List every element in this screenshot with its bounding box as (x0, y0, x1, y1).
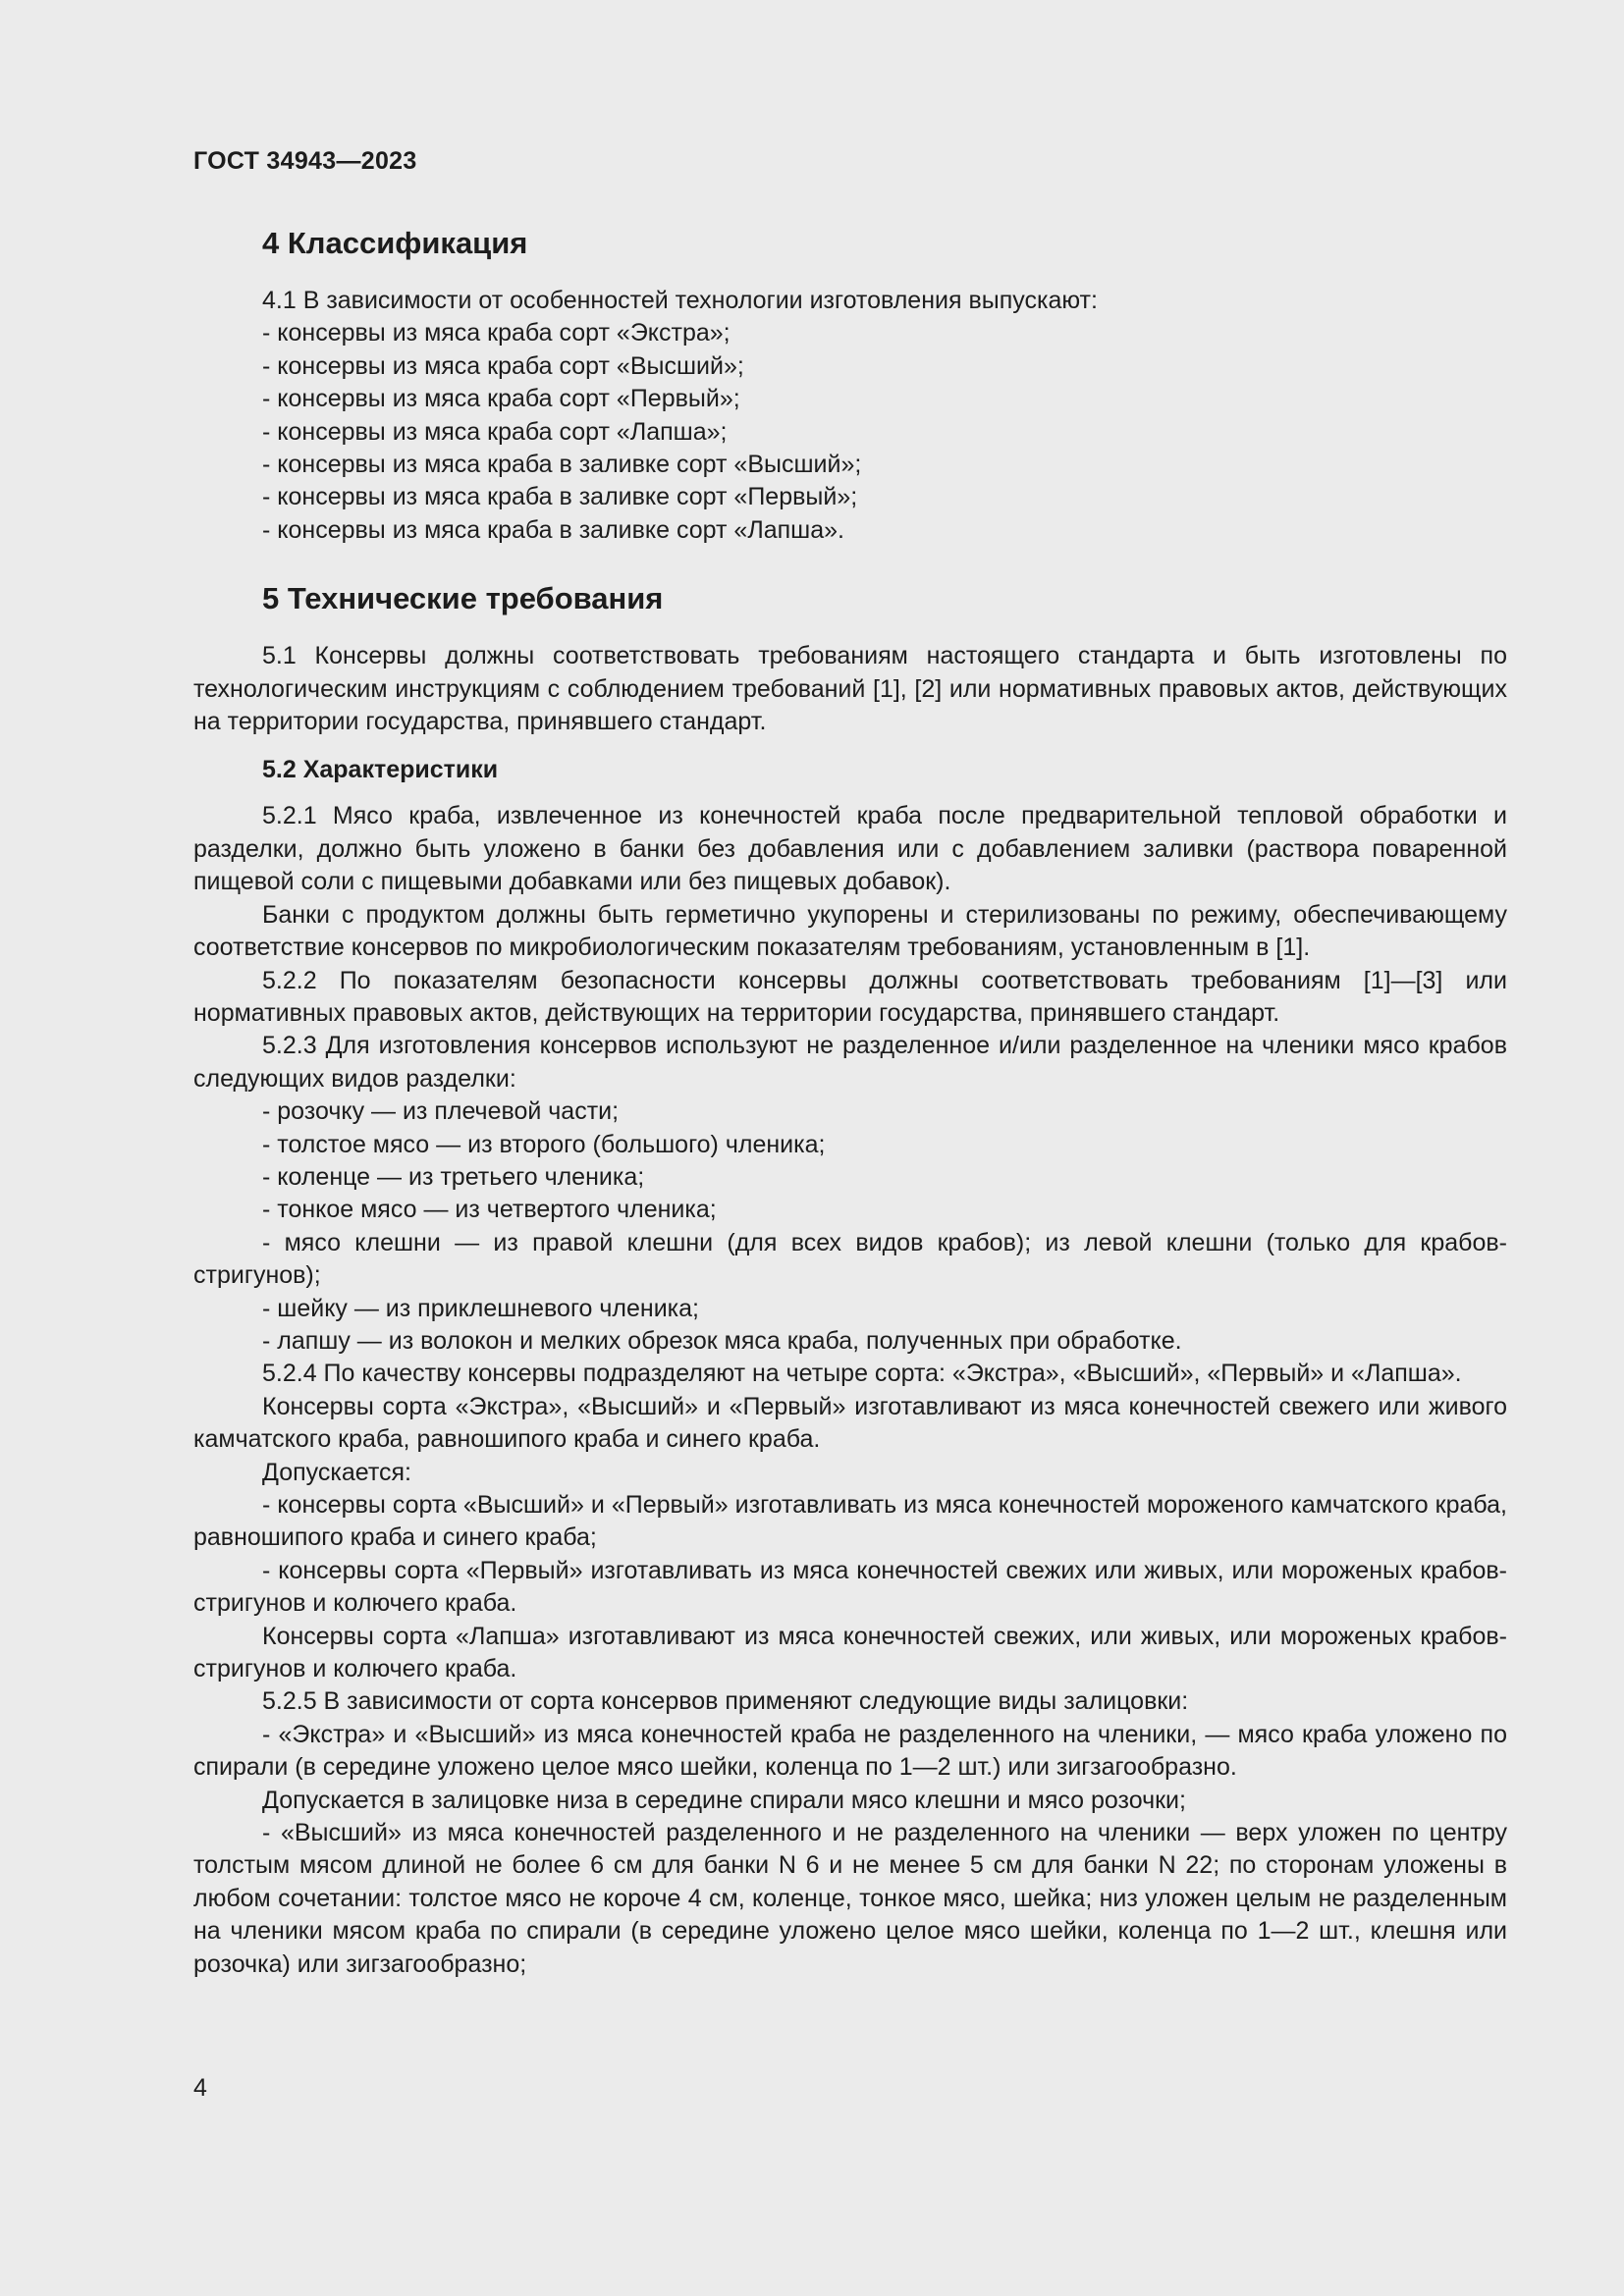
section-5-title: 5 Технические требования (262, 581, 664, 616)
paragraph: Допускается: (262, 1458, 411, 1486)
paragraph-5-1: 5.1 Консервы должны соответствовать требованиям настоящего стандарта и быть изготовлены по технологическим инструкциям с соблюдением требований [1], [2] или нормативных правовых актов, действующих на территории государства, принявшего стандарт. (193, 642, 1507, 736)
section-4-line: - консервы из мяса краба в заливке сорт «Первый»; (262, 483, 858, 511)
list-item: - «Высший» из мяса конечностей разделенного и не разделенного на членики — верх уложен по центру толстым мясом длиной не более 6 см для банки N 6 и не менее 5 см для банки N 22; по сторонам уложены в любом сочетании: толстое мясо не короче 4 см, коленце, тонкое мясо, шейка; низ уложен целым не разделенным на членики мясом краба по спирали (в середине уложено целое мясо шейки, коленца по 1—2 шт., клешня или розочка) или зигзагообразно; (193, 1819, 1507, 1978)
paragraph: 5.2.4 По качеству консервы подразделяют на четыре сорта: «Экстра», «Высший», «Первый» и «Лапша». (262, 1360, 1462, 1388)
list-item: - толстое мясо — из второго (большого) членика; (262, 1130, 826, 1158)
list-item: - тонкое мясо — из четвертого членика; (262, 1196, 717, 1224)
paragraph: 5.2.1 Мясо краба, извлеченное из конечностей краба после предварительной тепловой обработки и разделки, должно быть уложено в банки без добавления или с добавлением заливки (раствора поваренной пищевой соли с пищевыми добавками или без пищевых добавок). (193, 802, 1507, 896)
document-body (193, 224, 1507, 1981)
list-item: - «Экстра» и «Высший» из мяса конечностей краба не разделенного на членики, — мясо краба уложено по спирали (в середине уложено целое мясо шейки, коленца по 1—2 шт.) или зигзагообразно. (193, 1720, 1507, 1782)
paragraph: Допускается в залицовке низа в середине спирали мясо клешни и мясо розочки; (262, 1786, 1186, 1814)
list-item: - консервы сорта «Первый» изготавливать из мяса конечностей свежих или живых, или мороженых крабов-стригунов и колючего краба. (193, 1556, 1507, 1618)
paragraph: Банки с продуктом должны быть герметично укупорены и стерилизованы по режиму, обеспечивающему соответствие консервов по микробиологическим показателям требованиям, установленным в [1]. (193, 900, 1507, 962)
section-4-line: - консервы из мяса краба сорт «Первый»; (262, 385, 740, 413)
list-item: - консервы сорта «Высший» и «Первый» изготавливать из мяса конечностей мороженого камчатского краба, равношипого краба и синего краба; (193, 1491, 1507, 1552)
list-item: - коленце — из третьего членика; (262, 1162, 645, 1191)
paragraph: 5.2.3 Для изготовления консервов используют не разделенное и/или разделенное на членики мясо крабов следующих видов разделки: (193, 1032, 1507, 1093)
section-4-line: - консервы из мяса краба сорт «Лапша»; (262, 417, 728, 446)
list-item: - мясо клешни — из правой клешни (для всех видов крабов); из левой клешни (только для крабов-стригунов); (193, 1228, 1507, 1290)
subsection-5-2-title: 5.2 Характеристики (262, 756, 499, 784)
section-4-line: - консервы из мяса краба сорт «Высший»; (262, 351, 744, 380)
section-4-line: - консервы из мяса краба сорт «Экстра»; (262, 319, 731, 347)
list-item: - шейку — из приклешневого членика; (262, 1294, 700, 1322)
section-4-line: 4.1 В зависимости от особенностей технологии изготовления выпускают: (262, 287, 1098, 314)
list-item: - лапшу — из волокон и мелких обрезок мяса краба, полученных при обработке. (262, 1326, 1182, 1355)
document-header: ГОСТ 34943—2023 (193, 147, 417, 175)
paragraph: 5.2.2 По показателям безопасности консервы должны соответствовать требованиям [1]—[3] или нормативных правовых актов, действующих на территории государства, принявшего стандарт. (193, 966, 1507, 1027)
section-4-line: - консервы из мяса краба в заливке сорт «Лапша». (262, 515, 844, 544)
paragraph: Консервы сорта «Экстра», «Высший» и «Первый» изготавливают из мяса конечностей свежего или живого камчатского краба, равношипого краба и синего краба. (193, 1392, 1507, 1454)
list-item: - розочку — из плечевой части; (262, 1097, 620, 1126)
paragraph: Консервы сорта «Лапша» изготавливают из мяса конечностей свежих, или живых, или мороженых крабов-стригунов и колючего краба. (193, 1622, 1507, 1683)
section-4-title: 4 Классификация (262, 226, 528, 260)
section-4-line: - консервы из мяса краба в заливке сорт «Высший»; (262, 451, 862, 479)
paragraph: 5.2.5 В зависимости от сорта консервов применяют следующие виды залицовки: (262, 1687, 1189, 1716)
page-number: 4 (193, 2074, 207, 2102)
